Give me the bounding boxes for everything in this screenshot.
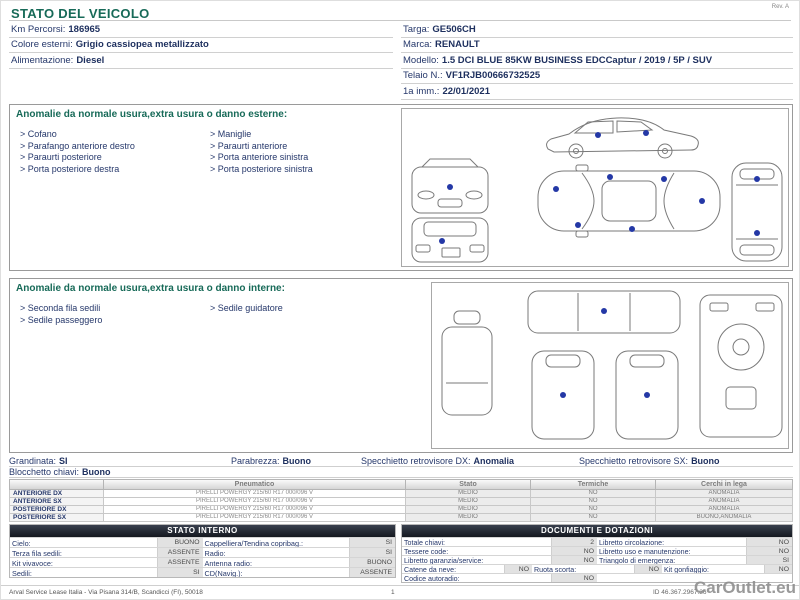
damage-item: > Porta anteriore sinistra [210,152,313,164]
field-label: Ruota scorta: [534,566,577,573]
interior-damage-dots [560,308,650,398]
info-label: Telaio N.: [403,70,443,81]
field-value: NO [764,565,792,573]
field-label: Catene da neve: [404,566,457,573]
vehicle-info-right [401,22,793,100]
summary-specchietto-dx [361,456,514,466]
summary-label: Specchietto retrovisore DX: [361,456,471,466]
table-row [402,537,792,546]
field-value: SI [349,548,395,557]
interior-diagram-svg [432,283,788,448]
table-row [402,546,792,555]
tire-stato: MEDIO [406,506,531,514]
info-label: Marca: [403,39,433,50]
damage-dot [607,174,613,180]
footer-divider [1,585,799,586]
field-value: SI [349,538,395,547]
damage-item: > Cofano [20,129,135,141]
exterior-damage-list-col1 [20,129,135,175]
info-label: Targa: [403,23,430,35]
tire-position: POSTERIORE DX [9,506,104,514]
info-value: RENAULT [435,39,480,50]
interior-damage-list-col1 [20,303,102,326]
car-rear-view [412,218,488,262]
tire-table [9,479,793,522]
damage-item: > Porta posteriore sinistra [210,164,313,176]
damage-item: > Parafango anteriore destro [20,141,135,153]
field-value: BUONO [349,558,395,567]
tire-header-position [9,479,104,490]
info-label: 1a imm.: [403,85,440,97]
field-label: Triangolo di emergenza: [599,557,676,564]
info-row-km [9,22,393,38]
table-row [9,506,793,514]
damage-item: > Paraurti posteriore [20,152,135,164]
summary-value: Buono [691,456,720,466]
damage-dot [629,226,635,232]
summary-label: Grandinata: [9,456,57,466]
info-label: Colore esterni: [11,39,73,50]
footer-doc-id: ID 46.367.2967.36 [653,589,707,596]
info-row-modello [401,53,793,69]
tire-termiche: NO [531,498,656,506]
field-value: SI [746,556,792,564]
tire-spec: PIRELLI POWERGY 215/60 R17 000/096 V [104,506,406,514]
revision-label: Rev. A [771,4,789,10]
table-row [10,557,395,567]
info-row-targa [401,22,793,38]
field-label: Antenna radio: [204,559,252,567]
tire-position: POSTERIORE SX [9,514,104,522]
summary-label: Parabrezza: [231,456,280,466]
exterior-diagram [401,108,789,267]
tire-stato: MEDIO [406,498,531,506]
damage-dot [447,184,453,190]
field-value: BUONO [157,538,203,547]
summary-label: Blocchetto chiavi: [9,467,80,477]
summary-parabrezza [231,456,311,466]
summary-value: Buono [82,467,111,477]
exterior-damage-section [9,104,793,271]
field-label: Totale chiavi: [404,539,446,546]
damage-item: > Paraurti anteriore [210,141,313,153]
summary-value: SI [59,456,68,466]
field-label: Libretto uso e manutenzione: [599,548,691,555]
tire-cerchi: ANOMALIA [656,490,793,498]
footer-page-number: 1 [391,589,395,596]
damage-item: > Sedile passeggero [20,315,102,327]
condition-summary-row-1 [9,456,793,467]
field-label: Libretto garanzia/service: [404,557,484,564]
tire-header-stato: Stato [406,479,531,490]
field-label: Sedili: [12,569,32,577]
damage-item: > Seconda fila sedili [20,303,102,315]
field-label: CD(Navig.): [204,569,243,577]
field-label: Tessere code: [404,548,449,555]
tire-stato: MEDIO [406,490,531,498]
tire-spec: PIRELLI POWERGY 215/60 R17 000/096 V [104,498,406,506]
info-label: Modello: [403,54,439,66]
table-row [9,498,793,506]
info-value: Diesel [76,54,105,66]
tire-cerchi: ANOMALIA [656,498,793,506]
summary-value: Buono [282,456,312,466]
damage-dot [601,308,607,314]
damage-dot [754,176,760,182]
damage-dot [595,132,601,138]
table-row [9,490,793,498]
field-value: SI [157,568,203,577]
documenti-title: DOCUMENTI E DOTAZIONI [402,525,792,537]
field-value: NO [551,556,597,564]
field-value: NO [746,547,792,555]
damage-dot [644,392,650,398]
tire-spec: PIRELLI POWERGY 215/60 R17 000/096 V [104,490,406,498]
field-label: Libretto circolazione: [599,539,665,546]
field-label: Kit gonfiaggio: [664,566,709,573]
field-value: ASSENTE [157,558,203,567]
info-value: Grigio cassiopea metallizzato [75,39,209,50]
summary-specchietto-sx [579,456,720,466]
field-value: 2 [551,538,597,546]
damage-dot [439,238,445,244]
damage-dot [754,230,760,236]
field-label: Radio: [204,549,226,557]
car-side-view [547,118,699,158]
footer-company: Arval Service Lease Italia - Via Pisana 314/B, Scandicci (FI), 50018 [9,589,203,596]
field-value: ASSENTE [349,568,395,577]
info-row-marca [401,38,793,54]
table-row [402,564,792,573]
field-value: NO [504,565,532,573]
documenti-dotazioni-panel [401,524,793,583]
info-label: Alimentazione: [11,54,74,66]
tire-termiche: NO [531,514,656,522]
header-divider [9,20,791,21]
table-row [402,555,792,564]
car-top-view [538,165,720,237]
info-value: 1.5 DCI BLUE 85KW BUSINESS EDCCaptur / 2019 / 5P / SUV [441,54,713,66]
info-value: GE506CH [432,23,476,35]
summary-grandinata [9,456,68,466]
summary-blocchetto-chiavi [9,467,111,477]
damage-dot [575,222,581,228]
tire-cerchi: ANOMALIA [656,506,793,514]
exterior-damage-list-col2 [210,129,313,175]
tire-termiche: NO [531,506,656,514]
field-label: Terza fila sedili: [12,549,62,557]
watermark-logo: CarOutlet.eu [693,578,796,597]
exterior-damage-dots [439,130,760,244]
tire-stato: MEDIO [406,514,531,522]
dashboard-view [700,295,782,437]
info-row-colore [9,38,393,54]
tire-cerchi: BUONO,ANOMALIA [656,514,793,522]
tire-header-termiche: Termiche [531,479,656,490]
damage-dot [699,198,705,204]
damage-dot [553,186,559,192]
exterior-diagram-svg [402,109,788,266]
info-value: 186965 [68,23,101,35]
damage-item: > Maniglie [210,129,313,141]
tire-header-cerchi: Cerchi in lega [656,479,793,490]
field-value: NO [551,574,597,582]
tire-table-header [9,479,793,490]
tire-header-pneumatico: Pneumatico [104,479,406,490]
table-row [10,547,395,557]
interior-diagram [431,282,789,449]
damage-dot [643,130,649,136]
damage-dot [661,176,667,182]
tire-termiche: NO [531,490,656,498]
stato-interno-panel [9,524,396,578]
exterior-heading: Anomalie da normale usura,extra usura o danno esterne: [16,109,288,120]
info-label: Km Percorsi: [11,23,66,35]
damage-item: > Sedile guidatore [210,303,283,315]
summary-label: Specchietto retrovisore SX: [579,456,689,466]
page-title: STATO DEL VEICOLO [11,6,150,21]
vehicle-info-left [9,22,393,69]
damage-dot [560,392,566,398]
field-value: NO [634,565,662,573]
field-label: Codice autoradio: [404,575,460,582]
summary-value: Anomalia [473,456,515,466]
field-label: Kit vivavoce: [12,559,53,567]
field-label: Cappelliera/Tendina copribag.: [204,539,304,547]
interior-damage-section [9,278,793,453]
damage-item: > Porta posteriore destra [20,164,135,176]
interior-damage-list-col2 [210,303,283,315]
tire-spec: PIRELLI POWERGY 215/60 R17 000/096 V [104,514,406,522]
tire-position: ANTERIORE SX [9,498,104,506]
table-row [10,537,395,547]
tire-position: ANTERIORE DX [9,490,104,498]
info-row-immatricolazione [401,84,793,100]
table-row [10,567,395,577]
field-value: NO [551,547,597,555]
info-row-telaio [401,69,793,85]
info-value: VF1RJB00666732525 [445,70,541,81]
stato-interno-title: STATO INTERNO [10,525,395,537]
table-row [9,514,793,522]
condition-summary-row-2 [9,467,793,478]
field-value: ASSENTE [157,548,203,557]
interior-heading: Anomalie da normale usura,extra usura o danno interne: [16,283,285,294]
field-label: Cielo: [12,539,31,547]
field-value: NO [746,538,792,546]
seat-back-view [442,311,492,415]
info-row-alimentazione [9,53,393,69]
info-value: 22/01/2021 [442,85,490,97]
